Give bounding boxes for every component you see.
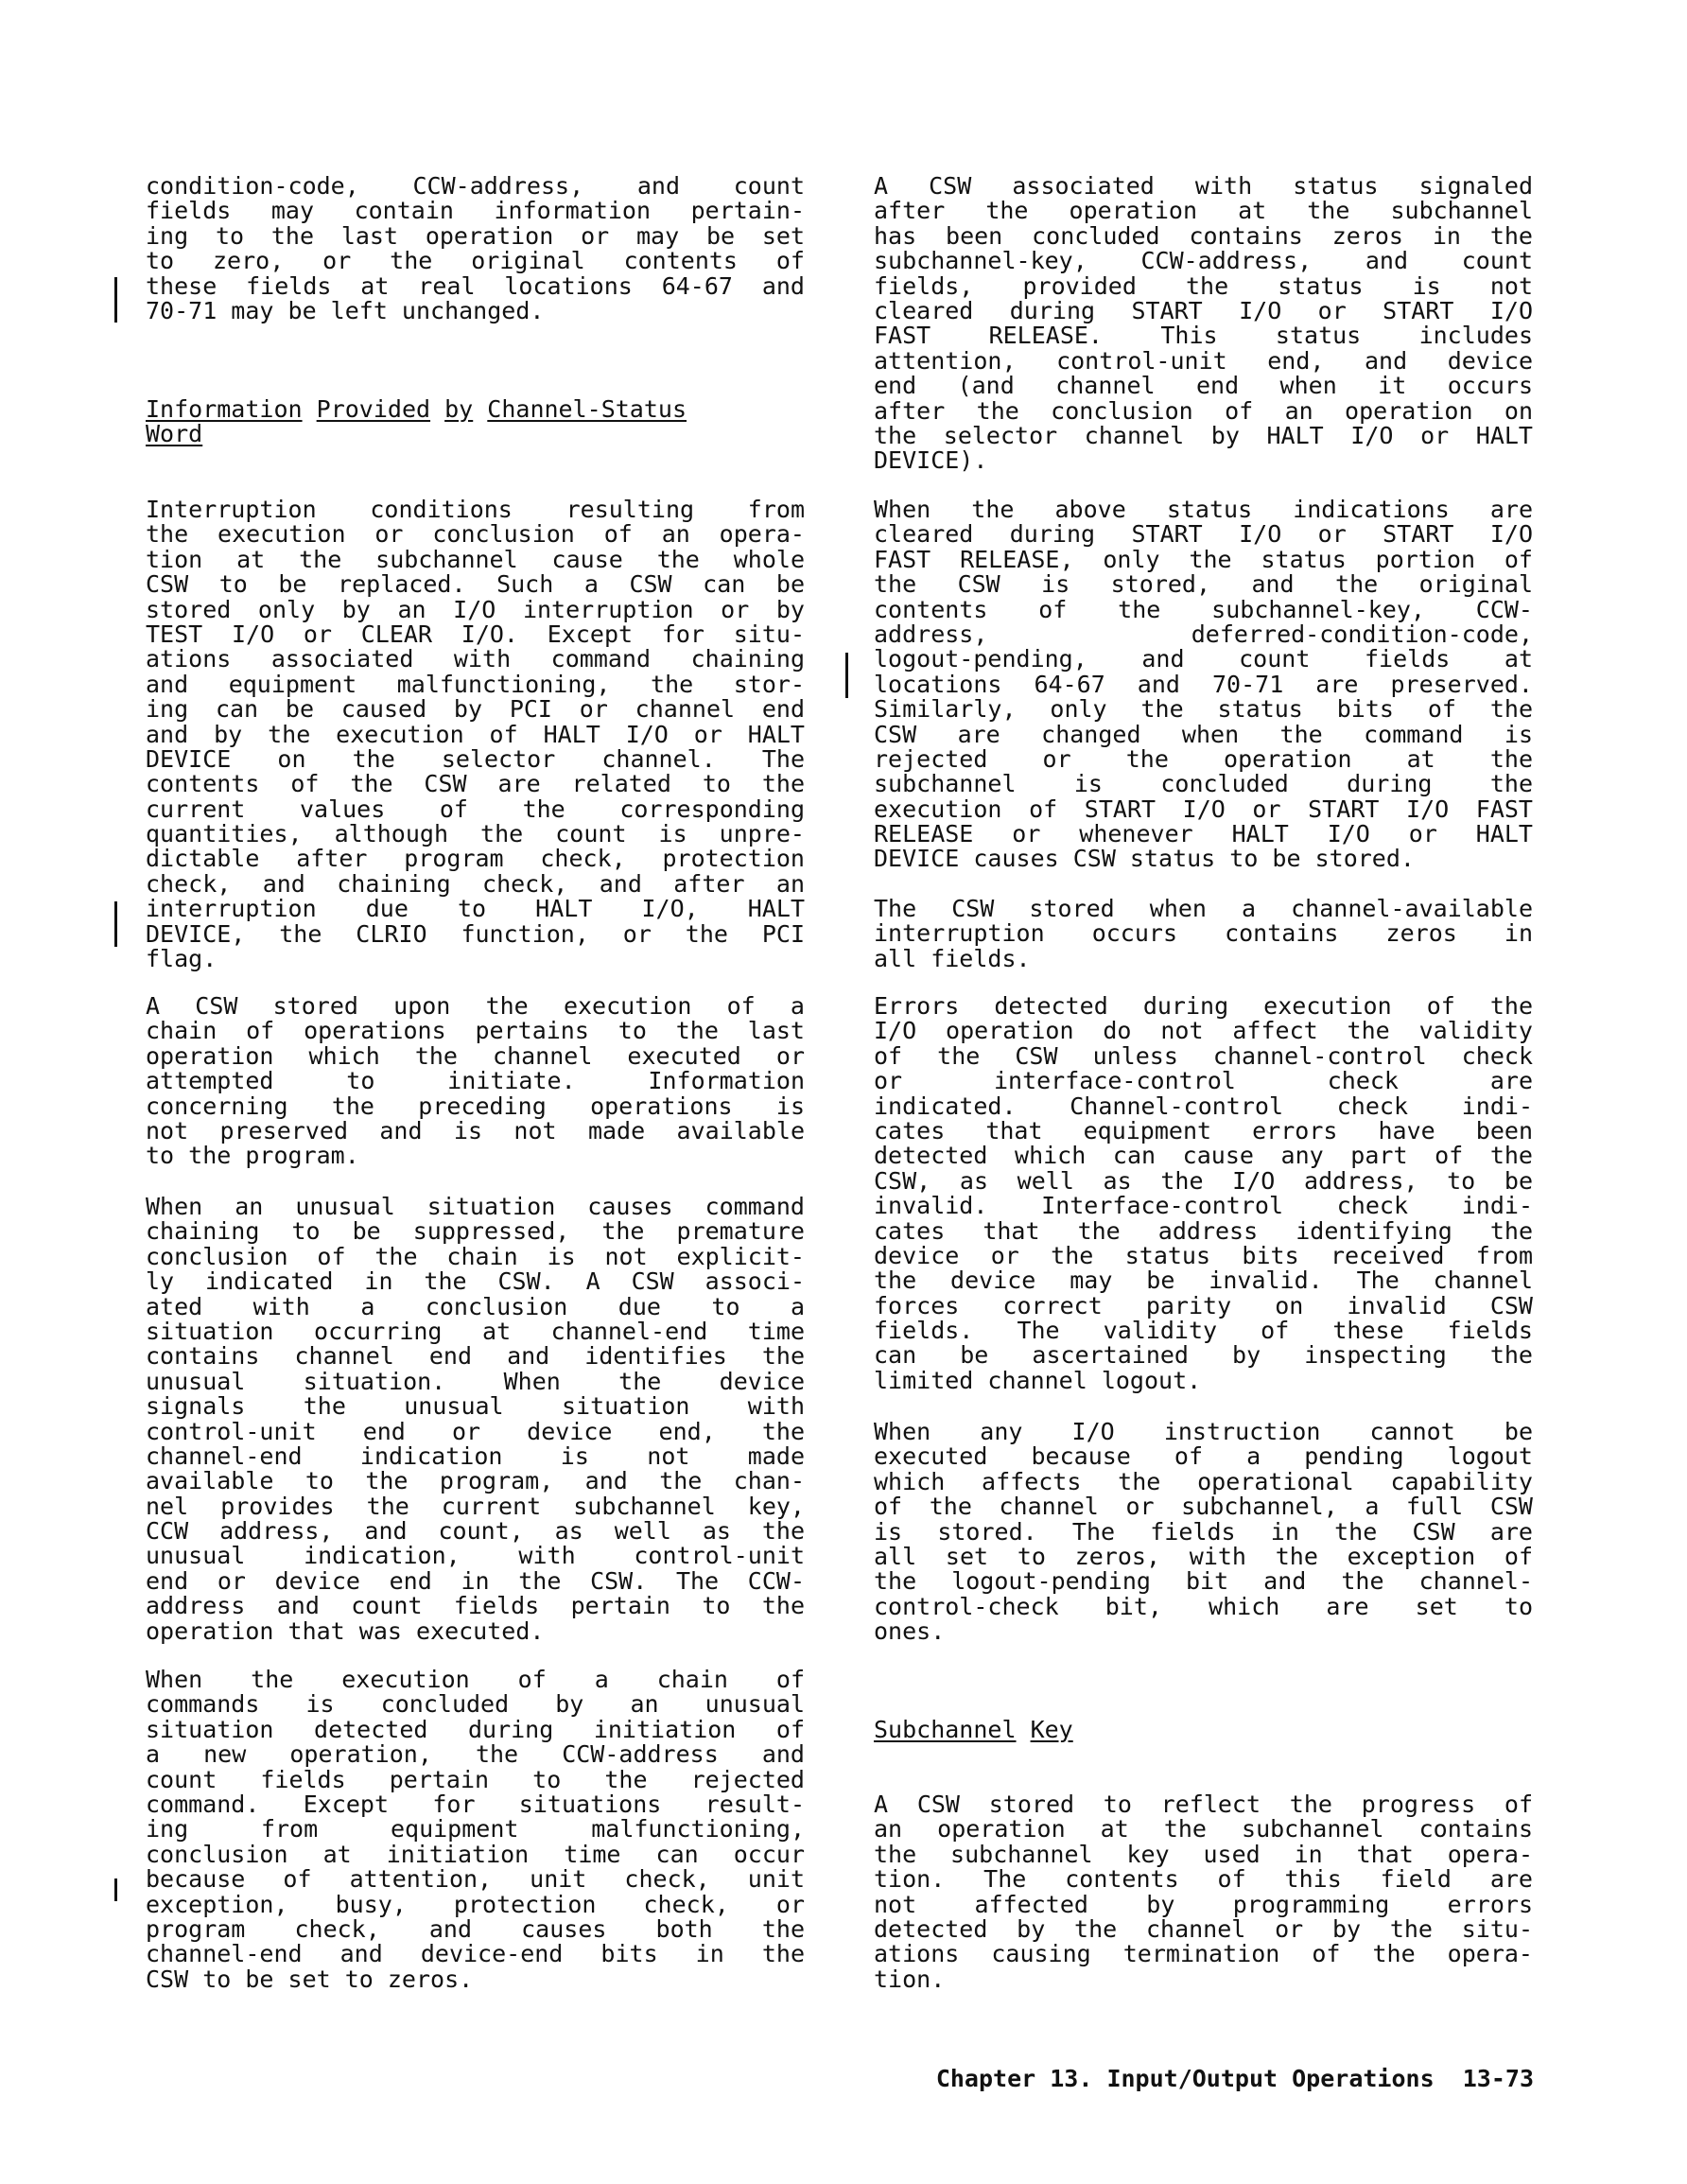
text-line: fields. The validity of these fields	[874, 1317, 1533, 1345]
text-line: executed because of a pending logout	[874, 1442, 1533, 1471]
paragraph	[874, 1420, 1533, 1645]
text-line: exception, busy, protection check, or	[146, 1890, 805, 1918]
text-line: chain of operations pertains to the last	[146, 1017, 805, 1045]
text-line: is stored. The fields in the CSW are	[874, 1517, 1533, 1546]
text-line: command. Except for situations result-	[146, 1790, 805, 1818]
text-line: chaining to be suppressed, the premature	[146, 1217, 805, 1246]
text-line: condition-code, CCW-address, and count	[146, 172, 805, 200]
text-line: DEVICE).	[874, 446, 988, 475]
text-line: conclusion of the chain is not explicit-	[146, 1242, 805, 1270]
text-line: the selector channel by HALT I/O or HALT	[874, 421, 1533, 449]
paragraph	[874, 897, 1533, 971]
text-line: because of attention, unit check, unit	[146, 1865, 805, 1894]
text-line: tion.	[874, 1965, 946, 1993]
text-line: CCW address, and count, as well as the	[146, 1517, 805, 1546]
paragraph	[146, 1668, 805, 1992]
text-line: end (and channel end when it occurs	[874, 372, 1533, 400]
text-line: an operation at the subchannel contains	[874, 1815, 1533, 1843]
text-line: stored only by an I/O interruption or by	[146, 595, 805, 623]
text-line: ing from equipment malfunctioning,	[146, 1815, 805, 1843]
text-line: after the conclusion of an operation on	[874, 396, 1533, 425]
section-heading	[874, 1718, 1533, 1742]
paragraph	[874, 174, 1533, 474]
text-line: fields, provided the status is not	[874, 271, 1533, 300]
text-line: forces correct parity on invalid CSW	[874, 1291, 1533, 1319]
text-line: or interface-control check are	[874, 1067, 1533, 1095]
text-line: unusual situation. When the device	[146, 1367, 805, 1395]
text-line: Errors detected during execution of the	[874, 992, 1533, 1020]
text-line: 70-71 may be left unchanged.	[146, 296, 545, 324]
text-line: Interruption conditions resulting from	[146, 496, 805, 523]
revision-bar	[114, 1878, 117, 1901]
text-line: operation that was executed.	[146, 1616, 545, 1645]
text-line: to zero, or the original contents of	[146, 247, 805, 275]
text-line: to the program.	[146, 1142, 359, 1170]
text-line: The CSW stored when a channel-available	[874, 895, 1533, 922]
text-line: detected which can cause any part of the	[874, 1142, 1533, 1170]
text-line: TEST I/O or CLEAR I/O. Except for situ-	[146, 620, 805, 648]
text-line: invalid. Interface-control check indi-	[874, 1192, 1533, 1220]
text-line: dictable after program check, protection	[146, 845, 805, 873]
text-line: A CSW stored to reflect the progress of	[874, 1791, 1533, 1818]
text-line: all set to zeros, with the exception of	[874, 1542, 1533, 1570]
text-line: control-check bit, which are set to	[874, 1592, 1533, 1620]
text-line: interruption occurs contains zeros in	[874, 919, 1533, 948]
text-line: FAST RELEASE. This status includes	[874, 322, 1533, 350]
text-line: ated with a conclusion due to a	[146, 1292, 805, 1320]
text-line: the execution or conclusion of an opera-	[146, 520, 805, 549]
text-line: cleared during START I/O or START I/O	[874, 520, 1533, 549]
text-line: concerning the preceding operations is	[146, 1092, 805, 1120]
text-line: the logout-pending bit and the channel-	[874, 1567, 1533, 1596]
text-line: signals the unusual situation with	[146, 1392, 805, 1421]
text-line: limited channel logout.	[874, 1366, 1202, 1394]
text-line: the CSW is stored, and the original	[874, 570, 1533, 599]
text-line: current values of the corresponding	[146, 795, 805, 823]
text-line: ly indicated in the CSW. A CSW associ-	[146, 1267, 805, 1296]
text-line: and by the execution of HALT I/O or HALT	[146, 720, 805, 748]
text-line: subchannel is concluded during the	[874, 770, 1533, 798]
revision-bar	[114, 277, 117, 323]
text-line: RELEASE or whenever HALT I/O or HALT	[874, 820, 1533, 848]
paragraph	[146, 1195, 805, 1644]
text-line: not preserved and is not made available	[146, 1116, 805, 1144]
text-line: detected by the channel or by the situ-	[874, 1914, 1533, 1943]
text-line: ations causing termination of the opera-	[874, 1940, 1533, 1968]
text-line: When an unusual situation causes command	[146, 1193, 805, 1220]
text-line: fields may contain information pertain-	[146, 197, 805, 225]
text-line: conclusion at initiation time can occur	[146, 1840, 805, 1868]
revision-bar	[114, 901, 117, 947]
text-line: ations associated with command chaining	[146, 645, 805, 673]
page-footer	[936, 2065, 1534, 2092]
text-line: A CSW stored upon the execution of a	[146, 992, 805, 1020]
paragraph	[146, 994, 805, 1169]
text-line: Similarly, only the status bits of the	[874, 695, 1533, 724]
text-line: DEVICE on the selector channel. The	[146, 744, 805, 773]
text-line: ing can be caused by PCI or channel end	[146, 695, 805, 724]
text-line: address, deferred-condition-code,	[874, 620, 1533, 648]
text-line: tion. The contents of this field are	[874, 1865, 1533, 1894]
text-line: and equipment malfunctioning, the stor-	[146, 670, 805, 698]
text-line: CSW, as well as the I/O address, to be	[874, 1166, 1533, 1195]
heading-line: Subchannel Key	[874, 1716, 1073, 1743]
text-line: can be ascertained by inspecting the	[874, 1341, 1533, 1370]
text-line: situation occurring at channel-end time	[146, 1317, 805, 1345]
text-line: not affected by programming errors	[874, 1890, 1533, 1918]
text-line: count fields pertain to the rejected	[146, 1765, 805, 1793]
text-line: the subchannel key used in that opera-	[874, 1840, 1533, 1868]
text-line: CSW to be set to zeros.	[146, 1965, 474, 1993]
text-line: available to the program, and the chan-	[146, 1467, 805, 1495]
heading-line: Word	[146, 420, 203, 448]
text-line: DEVICE causes CSW status to be stored.	[874, 845, 1415, 873]
page-number: 13-73	[1462, 2065, 1534, 2092]
text-line: contents of the subchannel-key, CCW-	[874, 595, 1533, 623]
chapter-title: Chapter 13. Input/Output Operations	[935, 2065, 1435, 2092]
text-line: cates that equipment errors have been	[874, 1116, 1533, 1144]
text-line: program check, and causes both the	[146, 1914, 805, 1943]
text-line: CSW to be replaced. Such a CSW can be	[146, 570, 805, 599]
section-heading	[146, 397, 805, 447]
text-line: indicated. Channel-control check indi-	[874, 1092, 1533, 1120]
text-line: attention, control-unit end, and device	[874, 346, 1533, 375]
text-line: operation which the channel executed or	[146, 1041, 805, 1070]
text-line: A CSW associated with status signaled	[874, 172, 1533, 200]
text-line: commands is concluded by an unusual	[146, 1690, 805, 1719]
text-line: locations 64-67 and 70-71 are preserved.	[874, 670, 1533, 698]
text-line: of the channel or subchannel, a full CSW	[874, 1493, 1533, 1521]
text-line: tion at the subchannel cause the whole	[146, 545, 805, 573]
text-line: DEVICE, the CLRIO function, or the PCI	[146, 919, 805, 948]
text-line: rejected or the operation at the	[874, 744, 1533, 773]
text-line: address and count fields pertain to the	[146, 1592, 805, 1620]
text-line: end or device end in the CSW. The CCW-	[146, 1566, 805, 1595]
text-line: CSW are changed when the command is	[874, 720, 1533, 748]
text-line: contents of the CSW are related to the	[146, 770, 805, 798]
text-line: which affects the operational capability	[874, 1467, 1533, 1495]
text-line: of the CSW unless channel-control check	[874, 1041, 1533, 1070]
paragraph	[874, 994, 1533, 1393]
text-line: ing to the last operation or may be set	[146, 221, 805, 250]
text-line: device or the status bits received from	[874, 1241, 1533, 1269]
text-line: cates that the address identifying the	[874, 1216, 1533, 1245]
text-line: all fields.	[874, 944, 1031, 972]
text-line: execution of START I/O or START I/O FAST	[874, 795, 1533, 823]
text-line: flag.	[146, 945, 217, 973]
text-line: When any I/O instruction cannot be	[874, 1418, 1533, 1445]
text-line: channel-end indication is not made	[146, 1441, 805, 1470]
text-line: has been concluded contains zeros in the	[874, 221, 1533, 250]
text-line: logout-pending, and count fields at	[874, 645, 1533, 673]
paragraph	[146, 174, 805, 323]
text-line: unusual indication, with control-unit	[146, 1542, 805, 1570]
text-line: after the operation at the subchannel	[874, 197, 1533, 225]
revision-bar	[845, 653, 848, 698]
text-line: control-unit end or device end, the	[146, 1417, 805, 1445]
text-line: attempted to initiate. Information	[146, 1067, 805, 1095]
text-line: channel-end and device-end bits in the	[146, 1940, 805, 1968]
text-line: When the execution of a chain of	[146, 1666, 805, 1693]
text-line: a new operation, the CCW-address and	[146, 1740, 805, 1769]
text-line: interruption due to HALT I/O, HALT	[146, 895, 805, 923]
paragraph	[146, 498, 805, 971]
text-line: When the above status indications are	[874, 496, 1533, 523]
text-line: check, and chaining check, and after an	[146, 869, 805, 898]
text-line: the device may be invalid. The channel	[874, 1267, 1533, 1295]
text-line: FAST RELEASE, only the status portion of	[874, 545, 1533, 573]
text-line: cleared during START I/O or START I/O	[874, 296, 1533, 324]
text-line: contains channel end and identifies the	[146, 1342, 805, 1371]
heading-line: Information Provided by Channel-Status	[146, 395, 687, 423]
text-line: nel provides the current subchannel key,	[146, 1492, 805, 1520]
text-line: I/O operation do not affect the validity	[874, 1017, 1533, 1045]
text-line: subchannel-key, CCW-address, and count	[874, 247, 1533, 275]
text-line: ones.	[874, 1617, 946, 1646]
paragraph	[874, 498, 1533, 872]
text-line: these fields at real locations 64-67 and	[146, 271, 805, 300]
paragraph	[874, 1792, 1533, 1992]
text-line: quantities, although the count is unpre-	[146, 820, 805, 848]
text-line: situation detected during initiation of	[146, 1715, 805, 1743]
